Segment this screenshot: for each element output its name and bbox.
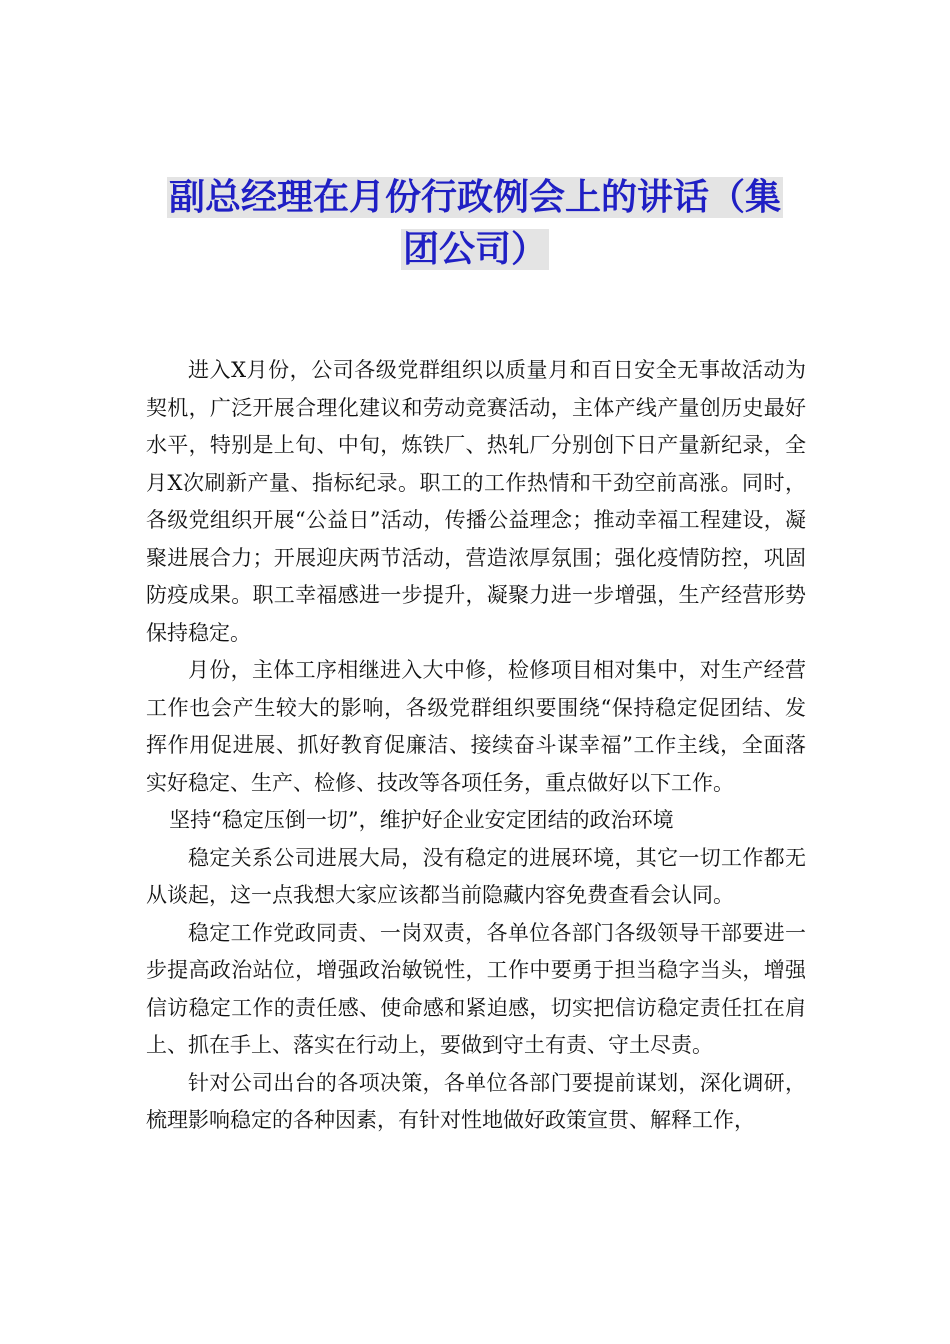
- section-heading-stability: 坚持“稳定压倒一切”，维护好企业安定团结的政治环境: [169, 808, 674, 832]
- paragraph-decisions: 针对公司出台的各项决策，各单位各部门要提前谋划，深化调研，梳理影响稳定的各种因素，有针对性地做好政策宣贯、解释工作，: [146, 1070, 806, 1132]
- paragraph-intro: 进入X月份，公司各级党群组织以质量月和百日安全无事故活动为契机，广泛开展合理化建议和劳动竞赛活动，主体产线产量创历史最好水平，特别是上旬、中旬，炼铁厂、热轧厂分别创下日产量新纪录，全月X次刷新产量、指标纪录。职工的工作热情和干劲空前高涨。同时，各级党组织开展“公益日”活动，传播公益理念；推动幸福工程建设，凝聚进展合力；开展迎庆两节活动，营造浓厚氛围；强化疫情防控，巩固防疫成果。职工幸福感进一步提升，凝聚力进一步增强，生产经营形势保持稳定。: [146, 358, 806, 645]
- paragraph-stability: 稳定关系公司进展大局，没有稳定的进展环境，其它一切工作都无从谈起，这一点我想大家应该都当前隐藏内容免费查看会认同。: [146, 845, 806, 907]
- paragraph-tasks: 月份，主体工序相继进入大中修，检修项目相对集中，对生产经营工作也会产生较大的影响，各级党群组织要围绕“保持稳定促团结、发挥作用促进展、抓好教育促廉洁、接续奋斗谋幸福”工作主线，全面落实好稳定、生产、检修、技改等各项任务，重点做好以下工作。: [146, 658, 806, 795]
- title-line-2: 团公司）: [402, 229, 547, 270]
- title-line-1: 副总经理在月份行政例会上的讲话（集: [168, 177, 781, 218]
- paragraph-responsibility: 稳定工作党政同责、一岗双责，各单位各部门各级领导干部要进一步提高政治站位，增强政治敏锐性，工作中要勇于担当稳字当头，增强信访稳定工作的责任感、使命感和紧迫感，切实把信访稳定责任扛在肩上、抓在手上、落实在行动上，要做到守土有责、守土尽责。: [146, 920, 806, 1057]
- document-title: [140, 172, 810, 276]
- document-body: [146, 352, 806, 1140]
